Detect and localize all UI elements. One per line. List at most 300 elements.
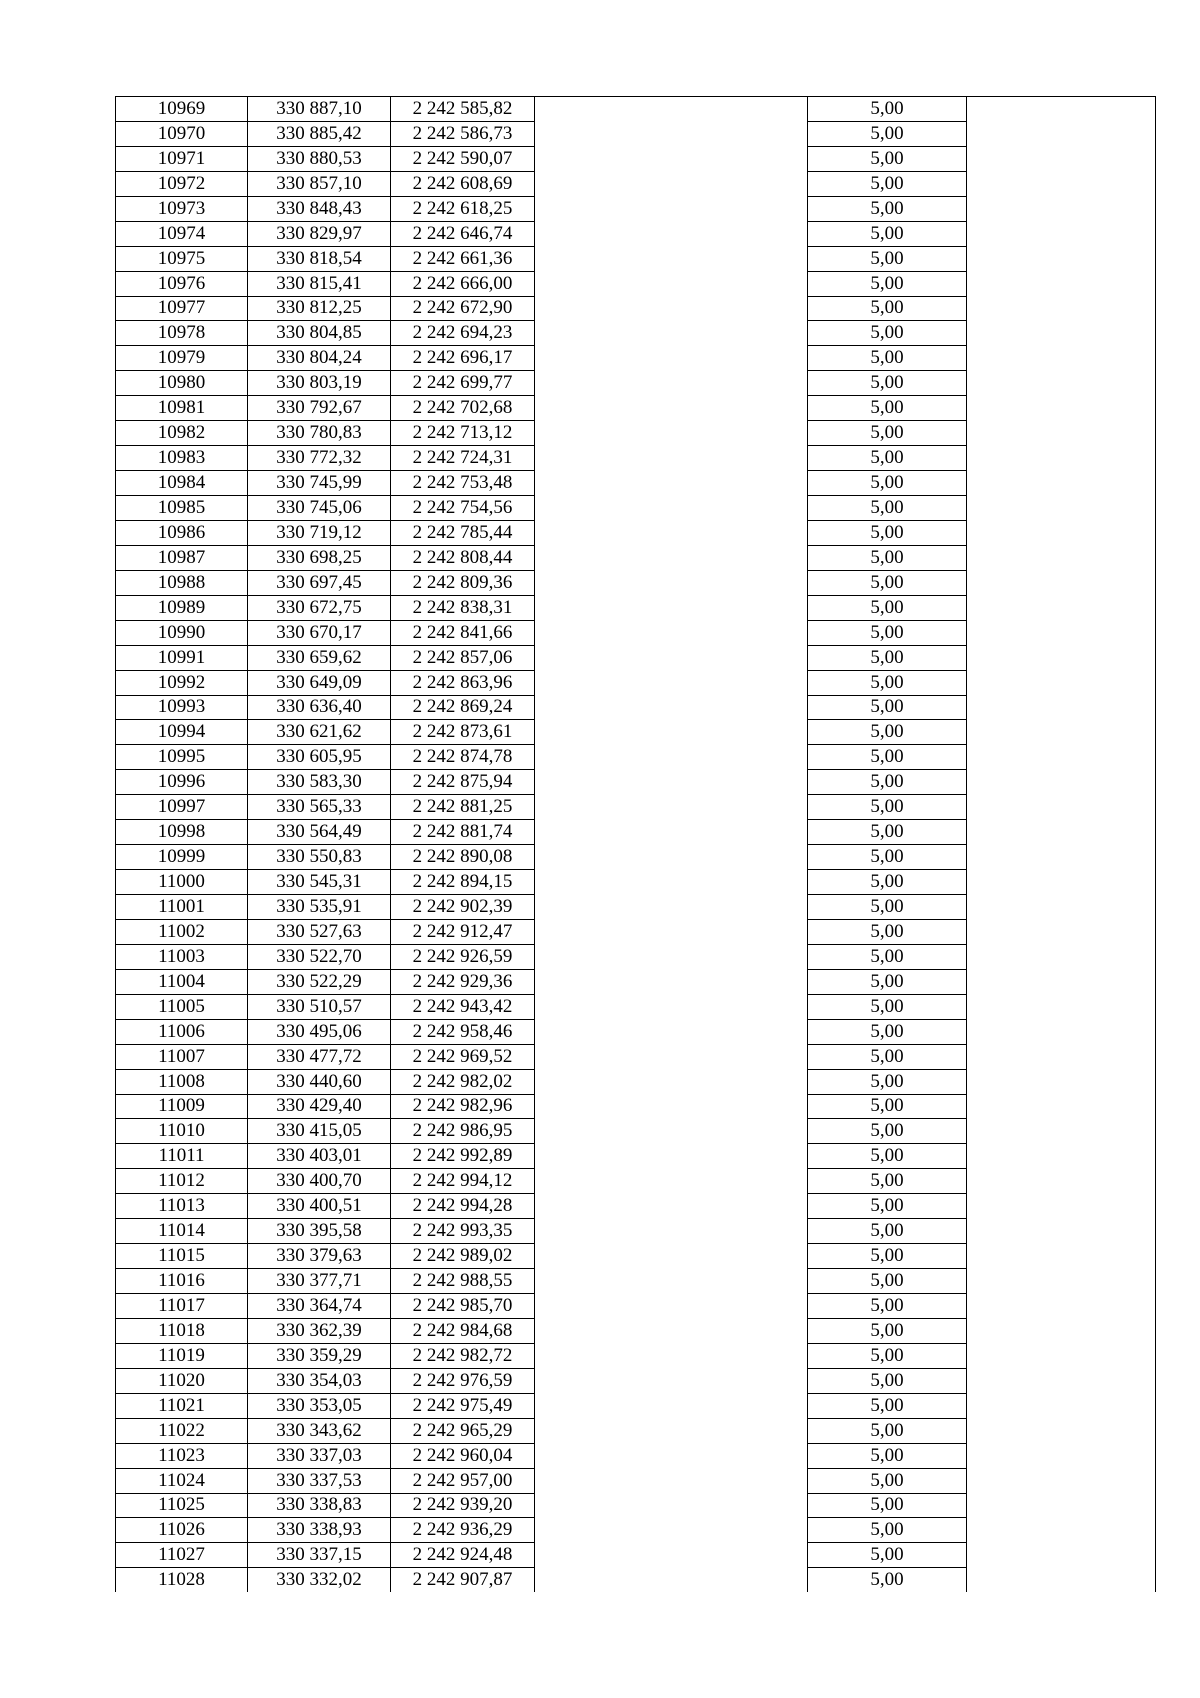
y-coordinate-cell: 2 242 992,89 xyxy=(391,1144,535,1169)
table-row xyxy=(116,670,1156,695)
blank-cell xyxy=(967,1393,1156,1418)
table-row xyxy=(116,471,1156,496)
x-coordinate-cell: 330 362,39 xyxy=(248,1318,391,1343)
x-coordinate-cell: 330 429,40 xyxy=(248,1094,391,1119)
value-cell: 5,00 xyxy=(808,171,967,196)
blank-cell xyxy=(535,570,808,595)
point-number-cell: 11017 xyxy=(116,1294,248,1319)
y-coordinate-cell: 2 242 702,68 xyxy=(391,396,535,421)
value-cell: 5,00 xyxy=(808,895,967,920)
blank-cell xyxy=(967,371,1156,396)
point-number-cell: 10978 xyxy=(116,321,248,346)
table-row xyxy=(116,1294,1156,1319)
blank-cell xyxy=(535,371,808,396)
point-number-cell: 11001 xyxy=(116,895,248,920)
point-number-cell: 10995 xyxy=(116,745,248,770)
x-coordinate-cell: 330 818,54 xyxy=(248,246,391,271)
coordinates-table xyxy=(115,96,1156,1592)
table-row xyxy=(116,570,1156,595)
blank-cell xyxy=(535,770,808,795)
value-cell: 5,00 xyxy=(808,1044,967,1069)
blank-cell xyxy=(967,994,1156,1019)
y-coordinate-cell: 2 242 586,73 xyxy=(391,121,535,146)
table-row xyxy=(116,421,1156,446)
value-cell: 5,00 xyxy=(808,1194,967,1219)
x-coordinate-cell: 330 636,40 xyxy=(248,695,391,720)
x-coordinate-cell: 330 564,49 xyxy=(248,820,391,845)
table-row xyxy=(116,446,1156,471)
table-row xyxy=(116,919,1156,944)
value-cell: 5,00 xyxy=(808,1219,967,1244)
blank-cell xyxy=(967,146,1156,171)
x-coordinate-cell: 330 550,83 xyxy=(248,845,391,870)
blank-cell xyxy=(535,944,808,969)
blank-cell xyxy=(535,1094,808,1119)
blank-cell xyxy=(535,1343,808,1368)
x-coordinate-cell: 330 522,70 xyxy=(248,944,391,969)
blank-cell xyxy=(967,346,1156,371)
x-coordinate-cell: 330 745,06 xyxy=(248,496,391,521)
y-coordinate-cell: 2 242 939,20 xyxy=(391,1493,535,1518)
blank-cell xyxy=(535,346,808,371)
value-cell: 5,00 xyxy=(808,1468,967,1493)
blank-cell xyxy=(535,446,808,471)
point-number-cell: 11013 xyxy=(116,1194,248,1219)
value-cell: 5,00 xyxy=(808,1368,967,1393)
blank-cell xyxy=(967,520,1156,545)
point-number-cell: 10975 xyxy=(116,246,248,271)
table-row xyxy=(116,171,1156,196)
blank-cell xyxy=(535,1144,808,1169)
x-coordinate-cell: 330 364,74 xyxy=(248,1294,391,1319)
x-coordinate-cell: 330 395,58 xyxy=(248,1219,391,1244)
point-number-cell: 10991 xyxy=(116,645,248,670)
value-cell: 5,00 xyxy=(808,1568,967,1592)
y-coordinate-cell: 2 242 924,48 xyxy=(391,1543,535,1568)
value-cell: 5,00 xyxy=(808,994,967,1019)
x-coordinate-cell: 330 745,99 xyxy=(248,471,391,496)
table-row xyxy=(116,196,1156,221)
blank-cell xyxy=(967,969,1156,994)
y-coordinate-cell: 2 242 976,59 xyxy=(391,1368,535,1393)
y-coordinate-cell: 2 242 975,49 xyxy=(391,1393,535,1418)
y-coordinate-cell: 2 242 785,44 xyxy=(391,520,535,545)
table-row xyxy=(116,645,1156,670)
value-cell: 5,00 xyxy=(808,1543,967,1568)
x-coordinate-cell: 330 400,51 xyxy=(248,1194,391,1219)
blank-cell xyxy=(967,944,1156,969)
x-coordinate-cell: 330 719,12 xyxy=(248,520,391,545)
y-coordinate-cell: 2 242 943,42 xyxy=(391,994,535,1019)
blank-cell xyxy=(535,296,808,321)
point-number-cell: 10993 xyxy=(116,695,248,720)
point-number-cell: 11012 xyxy=(116,1169,248,1194)
point-number-cell: 11022 xyxy=(116,1418,248,1443)
table-row xyxy=(116,820,1156,845)
y-coordinate-cell: 2 242 881,25 xyxy=(391,795,535,820)
blank-cell xyxy=(967,421,1156,446)
table-row xyxy=(116,1094,1156,1119)
y-coordinate-cell: 2 242 875,94 xyxy=(391,770,535,795)
y-coordinate-cell: 2 242 958,46 xyxy=(391,1019,535,1044)
blank-cell xyxy=(967,545,1156,570)
y-coordinate-cell: 2 242 699,77 xyxy=(391,371,535,396)
point-number-cell: 11016 xyxy=(116,1269,248,1294)
point-number-cell: 11025 xyxy=(116,1493,248,1518)
x-coordinate-cell: 330 583,30 xyxy=(248,770,391,795)
blank-cell xyxy=(967,1119,1156,1144)
blank-cell xyxy=(967,895,1156,920)
point-number-cell: 10986 xyxy=(116,520,248,545)
value-cell: 5,00 xyxy=(808,471,967,496)
value-cell: 5,00 xyxy=(808,745,967,770)
blank-cell xyxy=(535,421,808,446)
point-number-cell: 10994 xyxy=(116,720,248,745)
blank-cell xyxy=(535,97,808,122)
point-number-cell: 11002 xyxy=(116,919,248,944)
blank-cell xyxy=(967,396,1156,421)
y-coordinate-cell: 2 242 696,17 xyxy=(391,346,535,371)
blank-cell xyxy=(535,1393,808,1418)
table-row xyxy=(116,146,1156,171)
blank-cell xyxy=(967,1094,1156,1119)
blank-cell xyxy=(535,720,808,745)
x-coordinate-cell: 330 440,60 xyxy=(248,1069,391,1094)
blank-cell xyxy=(967,1169,1156,1194)
point-number-cell: 11028 xyxy=(116,1568,248,1592)
value-cell: 5,00 xyxy=(808,1244,967,1269)
y-coordinate-cell: 2 242 989,02 xyxy=(391,1244,535,1269)
table-row xyxy=(116,1044,1156,1069)
x-coordinate-cell: 330 522,29 xyxy=(248,969,391,994)
blank-cell xyxy=(967,695,1156,720)
value-cell: 5,00 xyxy=(808,1169,967,1194)
point-number-cell: 11015 xyxy=(116,1244,248,1269)
table-row xyxy=(116,1244,1156,1269)
x-coordinate-cell: 330 697,45 xyxy=(248,570,391,595)
blank-cell xyxy=(967,246,1156,271)
table-row xyxy=(116,121,1156,146)
table-row xyxy=(116,695,1156,720)
value-cell: 5,00 xyxy=(808,1418,967,1443)
blank-cell xyxy=(967,1493,1156,1518)
y-coordinate-cell: 2 242 988,55 xyxy=(391,1269,535,1294)
x-coordinate-cell: 330 649,09 xyxy=(248,670,391,695)
table-row xyxy=(116,545,1156,570)
point-number-cell: 10997 xyxy=(116,795,248,820)
y-coordinate-cell: 2 242 838,31 xyxy=(391,595,535,620)
value-cell: 5,00 xyxy=(808,1493,967,1518)
point-number-cell: 11014 xyxy=(116,1219,248,1244)
y-coordinate-cell: 2 242 873,61 xyxy=(391,720,535,745)
blank-cell xyxy=(535,321,808,346)
table-row xyxy=(116,1493,1156,1518)
blank-cell xyxy=(967,1019,1156,1044)
table-row xyxy=(116,1518,1156,1543)
table-row xyxy=(116,595,1156,620)
blank-cell xyxy=(535,994,808,1019)
x-coordinate-cell: 330 565,33 xyxy=(248,795,391,820)
value-cell: 5,00 xyxy=(808,1094,967,1119)
x-coordinate-cell: 330 605,95 xyxy=(248,745,391,770)
point-number-cell: 10990 xyxy=(116,620,248,645)
blank-cell xyxy=(967,770,1156,795)
x-coordinate-cell: 330 887,10 xyxy=(248,97,391,122)
blank-cell xyxy=(967,820,1156,845)
blank-cell xyxy=(967,221,1156,246)
x-coordinate-cell: 330 815,41 xyxy=(248,271,391,296)
blank-cell xyxy=(967,745,1156,770)
y-coordinate-cell: 2 242 666,00 xyxy=(391,271,535,296)
x-coordinate-cell: 330 359,29 xyxy=(248,1343,391,1368)
table-row xyxy=(116,620,1156,645)
blank-cell xyxy=(535,1069,808,1094)
blank-cell xyxy=(967,271,1156,296)
blank-cell xyxy=(535,695,808,720)
blank-cell xyxy=(535,620,808,645)
blank-cell xyxy=(535,1119,808,1144)
value-cell: 5,00 xyxy=(808,346,967,371)
y-coordinate-cell: 2 242 965,29 xyxy=(391,1418,535,1443)
point-number-cell: 11020 xyxy=(116,1368,248,1393)
table-row xyxy=(116,496,1156,521)
value-cell: 5,00 xyxy=(808,520,967,545)
y-coordinate-cell: 2 242 754,56 xyxy=(391,496,535,521)
x-coordinate-cell: 330 338,83 xyxy=(248,1493,391,1518)
point-number-cell: 10988 xyxy=(116,570,248,595)
y-coordinate-cell: 2 242 857,06 xyxy=(391,645,535,670)
x-coordinate-cell: 330 621,62 xyxy=(248,720,391,745)
x-coordinate-cell: 330 510,57 xyxy=(248,994,391,1019)
y-coordinate-cell: 2 242 881,74 xyxy=(391,820,535,845)
y-coordinate-cell: 2 242 809,36 xyxy=(391,570,535,595)
x-coordinate-cell: 330 337,53 xyxy=(248,1468,391,1493)
value-cell: 5,00 xyxy=(808,1318,967,1343)
blank-cell xyxy=(967,720,1156,745)
table-row xyxy=(116,1144,1156,1169)
value-cell: 5,00 xyxy=(808,421,967,446)
y-coordinate-cell: 2 242 841,66 xyxy=(391,620,535,645)
blank-cell xyxy=(535,271,808,296)
blank-cell xyxy=(967,620,1156,645)
x-coordinate-cell: 330 812,25 xyxy=(248,296,391,321)
x-coordinate-cell: 330 400,70 xyxy=(248,1169,391,1194)
blank-cell xyxy=(967,121,1156,146)
blank-cell xyxy=(535,171,808,196)
y-coordinate-cell: 2 242 694,23 xyxy=(391,321,535,346)
table-row xyxy=(116,396,1156,421)
blank-cell xyxy=(535,820,808,845)
table-row xyxy=(116,1318,1156,1343)
value-cell: 5,00 xyxy=(808,1019,967,1044)
blank-cell xyxy=(967,1343,1156,1368)
y-coordinate-cell: 2 242 724,31 xyxy=(391,446,535,471)
point-number-cell: 11010 xyxy=(116,1119,248,1144)
x-coordinate-cell: 330 337,15 xyxy=(248,1543,391,1568)
y-coordinate-cell: 2 242 646,74 xyxy=(391,221,535,246)
blank-cell xyxy=(535,1219,808,1244)
x-coordinate-cell: 330 880,53 xyxy=(248,146,391,171)
blank-cell xyxy=(967,1144,1156,1169)
point-number-cell: 10996 xyxy=(116,770,248,795)
blank-cell xyxy=(967,496,1156,521)
blank-cell xyxy=(535,1294,808,1319)
table-row xyxy=(116,296,1156,321)
table-row xyxy=(116,944,1156,969)
y-coordinate-cell: 2 242 894,15 xyxy=(391,870,535,895)
y-coordinate-cell: 2 242 661,36 xyxy=(391,246,535,271)
table-row xyxy=(116,97,1156,122)
y-coordinate-cell: 2 242 753,48 xyxy=(391,471,535,496)
blank-cell xyxy=(967,1518,1156,1543)
value-cell: 5,00 xyxy=(808,1269,967,1294)
table-row xyxy=(116,1368,1156,1393)
blank-cell xyxy=(535,1568,808,1592)
x-coordinate-cell: 330 829,97 xyxy=(248,221,391,246)
y-coordinate-cell: 2 242 986,95 xyxy=(391,1119,535,1144)
blank-cell xyxy=(967,1244,1156,1269)
point-number-cell: 10969 xyxy=(116,97,248,122)
x-coordinate-cell: 330 848,43 xyxy=(248,196,391,221)
value-cell: 5,00 xyxy=(808,1393,967,1418)
blank-cell xyxy=(535,1318,808,1343)
blank-cell xyxy=(535,1044,808,1069)
y-coordinate-cell: 2 242 907,87 xyxy=(391,1568,535,1592)
blank-cell xyxy=(535,670,808,695)
point-number-cell: 11018 xyxy=(116,1318,248,1343)
table-row xyxy=(116,1343,1156,1368)
y-coordinate-cell: 2 242 863,96 xyxy=(391,670,535,695)
blank-cell xyxy=(535,1368,808,1393)
y-coordinate-cell: 2 242 672,90 xyxy=(391,296,535,321)
blank-cell xyxy=(535,1019,808,1044)
value-cell: 5,00 xyxy=(808,695,967,720)
value-cell: 5,00 xyxy=(808,1069,967,1094)
table-row xyxy=(116,1543,1156,1568)
blank-cell xyxy=(535,1194,808,1219)
value-cell: 5,00 xyxy=(808,196,967,221)
blank-cell xyxy=(967,645,1156,670)
value-cell: 5,00 xyxy=(808,795,967,820)
blank-cell xyxy=(535,146,808,171)
value-cell: 5,00 xyxy=(808,1119,967,1144)
x-coordinate-cell: 330 857,10 xyxy=(248,171,391,196)
blank-cell xyxy=(967,1294,1156,1319)
blank-cell xyxy=(535,745,808,770)
point-number-cell: 10998 xyxy=(116,820,248,845)
table-row xyxy=(116,1194,1156,1219)
table-row xyxy=(116,246,1156,271)
blank-cell xyxy=(535,895,808,920)
point-number-cell: 10982 xyxy=(116,421,248,446)
point-number-cell: 11004 xyxy=(116,969,248,994)
y-coordinate-cell: 2 242 957,00 xyxy=(391,1468,535,1493)
table-row xyxy=(116,745,1156,770)
value-cell: 5,00 xyxy=(808,396,967,421)
point-number-cell: 11023 xyxy=(116,1443,248,1468)
value-cell: 5,00 xyxy=(808,944,967,969)
value-cell: 5,00 xyxy=(808,1518,967,1543)
point-number-cell: 10976 xyxy=(116,271,248,296)
blank-cell xyxy=(967,670,1156,695)
y-coordinate-cell: 2 242 585,82 xyxy=(391,97,535,122)
x-coordinate-cell: 330 353,05 xyxy=(248,1393,391,1418)
x-coordinate-cell: 330 803,19 xyxy=(248,371,391,396)
table-body xyxy=(116,97,1156,1593)
x-coordinate-cell: 330 659,62 xyxy=(248,645,391,670)
x-coordinate-cell: 330 772,32 xyxy=(248,446,391,471)
x-coordinate-cell: 330 672,75 xyxy=(248,595,391,620)
point-number-cell: 10979 xyxy=(116,346,248,371)
y-coordinate-cell: 2 242 982,02 xyxy=(391,1069,535,1094)
y-coordinate-cell: 2 242 982,96 xyxy=(391,1094,535,1119)
y-coordinate-cell: 2 242 994,12 xyxy=(391,1169,535,1194)
point-number-cell: 11005 xyxy=(116,994,248,1019)
point-number-cell: 10973 xyxy=(116,196,248,221)
blank-cell xyxy=(535,1493,808,1518)
blank-cell xyxy=(967,1368,1156,1393)
table-row xyxy=(116,1393,1156,1418)
blank-cell xyxy=(535,919,808,944)
blank-cell xyxy=(535,246,808,271)
table-row xyxy=(116,795,1156,820)
table-row xyxy=(116,1468,1156,1493)
blank-cell xyxy=(967,171,1156,196)
x-coordinate-cell: 330 885,42 xyxy=(248,121,391,146)
value-cell: 5,00 xyxy=(808,870,967,895)
blank-cell xyxy=(535,1443,808,1468)
blank-cell xyxy=(967,196,1156,221)
blank-cell xyxy=(535,471,808,496)
y-coordinate-cell: 2 242 984,68 xyxy=(391,1318,535,1343)
blank-cell xyxy=(967,845,1156,870)
value-cell: 5,00 xyxy=(808,570,967,595)
x-coordinate-cell: 330 780,83 xyxy=(248,421,391,446)
blank-cell xyxy=(967,870,1156,895)
value-cell: 5,00 xyxy=(808,1294,967,1319)
blank-cell xyxy=(535,795,808,820)
point-number-cell: 10987 xyxy=(116,545,248,570)
y-coordinate-cell: 2 242 985,70 xyxy=(391,1294,535,1319)
blank-cell xyxy=(535,1543,808,1568)
blank-cell xyxy=(535,645,808,670)
y-coordinate-cell: 2 242 590,07 xyxy=(391,146,535,171)
value-cell: 5,00 xyxy=(808,820,967,845)
blank-cell xyxy=(535,969,808,994)
value-cell: 5,00 xyxy=(808,97,967,122)
blank-cell xyxy=(535,496,808,521)
blank-cell xyxy=(967,1194,1156,1219)
point-number-cell: 11008 xyxy=(116,1069,248,1094)
x-coordinate-cell: 330 338,93 xyxy=(248,1518,391,1543)
point-number-cell: 10971 xyxy=(116,146,248,171)
value-cell: 5,00 xyxy=(808,146,967,171)
blank-cell xyxy=(535,595,808,620)
value-cell: 5,00 xyxy=(808,969,967,994)
point-number-cell: 10984 xyxy=(116,471,248,496)
x-coordinate-cell: 330 377,71 xyxy=(248,1269,391,1294)
table-row xyxy=(116,520,1156,545)
value-cell: 5,00 xyxy=(808,595,967,620)
blank-cell xyxy=(967,570,1156,595)
point-number-cell: 10989 xyxy=(116,595,248,620)
table-row xyxy=(116,870,1156,895)
blank-cell xyxy=(535,1244,808,1269)
y-coordinate-cell: 2 242 982,72 xyxy=(391,1343,535,1368)
table-row xyxy=(116,1169,1156,1194)
y-coordinate-cell: 2 242 890,08 xyxy=(391,845,535,870)
blank-cell xyxy=(967,296,1156,321)
